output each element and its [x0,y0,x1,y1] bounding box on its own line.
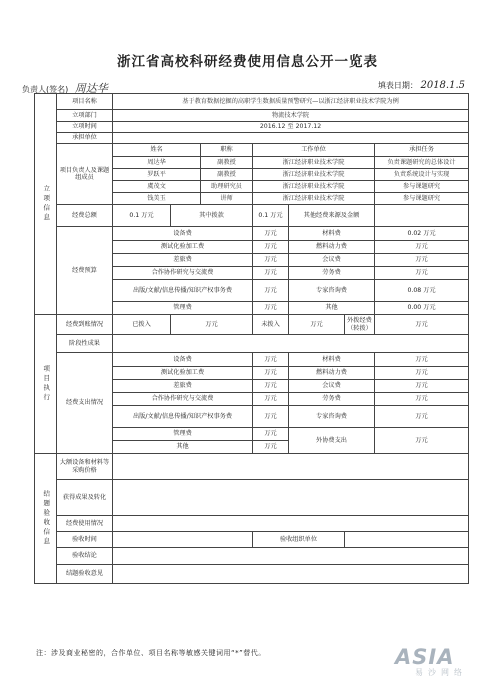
budget-item: 燃料动力费 [289,241,375,254]
spend-amount: 万元 [253,367,289,380]
spend-item: 设备费 [113,353,253,367]
member-org: 浙江经济职业技术学院 [253,157,375,169]
spend-amount: 万元 [375,428,469,454]
acceptance-date-value [113,532,253,548]
member-name: 罗跃平 [113,169,201,181]
budget-amount: 万元 [253,227,289,241]
member-name: 钱美玉 [113,193,201,205]
budget-item: 专家咨询费 [289,280,375,302]
budget-item: 合作协作研究与交流费 [113,267,253,280]
budget-item: 其他 [289,302,375,315]
arrival-label: 经费到账情况 [57,315,113,335]
member-org: 浙江经济职业技术学院 [253,181,375,193]
budget-amount: 0.08 万元 [375,280,469,302]
page-title: 浙江省高校科研经费使用信息公开一览表 [117,54,378,70]
budget-amount: 0.00 万元 [375,302,469,315]
audit-value [113,516,469,532]
member-title: 讲师 [201,193,253,205]
spend-amount: 万元 [375,380,469,393]
watermark-sub: 易沙网络 [415,668,467,677]
member-name: 周达华 [113,157,201,169]
member-task: 参与课题研究 [375,193,469,205]
period-value: 2016.12 至 2017.12 [113,122,469,133]
acceptance-opinion-label: 结题验收意见 [57,565,113,584]
dept-label: 立项部门 [57,110,113,122]
spend-amount: 万元 [253,380,289,393]
budget-item: 劳务费 [289,267,375,280]
fill-date [378,80,465,91]
acceptance-opinion-value [113,565,469,584]
unit-label: 承担单位 [57,133,113,144]
budget-amount: 万元 [253,302,289,315]
spend-amount: 万元 [375,406,469,428]
of-which-value: 0.1 万元 [253,205,289,227]
member-name: 虞茂文 [113,181,201,193]
disclosure-table [34,93,469,584]
spend-item: 劳务费 [289,393,375,406]
transfer-value: 万元 [375,315,469,335]
fill-date-label: 填表日期： [377,81,418,90]
member-task: 参与课题研究 [375,181,469,193]
spend-item: 差旅费 [113,380,253,393]
budget-amount: 万元 [375,267,469,280]
members-label: 项目负责人及课题组成员 [57,144,113,205]
budget-amount: 万元 [253,241,289,254]
section-project-info: 立项信息 [35,94,57,315]
budget-amount: 万元 [375,254,469,267]
member-org: 浙江经济职业技术学院 [253,193,375,205]
total-value: 0.1 万元 [113,205,171,227]
spend-item: 外协费支出 [289,428,375,454]
watermark-logo [395,645,485,695]
unit-value [113,133,469,144]
spend-item: 专家咨询费 [289,406,375,428]
results-value [113,480,469,516]
spend-amount: 万元 [253,393,289,406]
spend-item: 会议费 [289,380,375,393]
acceptance-result-value [113,548,469,565]
signature: 周达华 [74,82,108,95]
member-org: 浙江经济职业技术学院 [253,169,375,181]
spend-item: 合作协作研究与交流费 [113,393,253,406]
spend-item: 材料费 [289,353,375,367]
progress-label: 阶段性成果 [57,335,113,353]
member-title: 副教授 [201,157,253,169]
members-col-org: 工作单位 [253,144,375,157]
of-which-label: 其中拨款 [171,205,253,227]
self-funding-label: 其他经费来源及金额 [289,205,375,227]
spend-item: 其他 [113,441,253,454]
dept-value: 物流技术学院 [113,110,469,122]
spend-amount: 万元 [253,441,289,454]
spend-label: 经费支出情况 [57,353,113,454]
project-name-label: 项目名称 [57,94,113,110]
budget-item: 管理费 [113,302,253,315]
audit-label: 经费使用情况 [57,516,113,532]
budget-amount: 万元 [375,241,469,254]
budget-item: 测试化验加工费 [113,241,253,254]
budget-amount: 0.02 万元 [375,227,469,241]
member-task: 负责系统设计与实现 [375,169,469,181]
budget-item: 会议费 [289,254,375,267]
spend-item: 管理费 [113,428,253,441]
fill-date-value: 2018.1.5 [420,80,465,91]
allocated-label: 已拨入 [113,315,171,335]
allocated-value: 万元 [171,315,253,335]
spend-item: 测试化验加工费 [113,367,253,380]
member-title: 副教授 [201,169,253,181]
project-name-value: 基于教育数据挖掘的高职学生数据质量预警研究—以浙江经济职业技术学院为例 [113,94,469,110]
members-col-title: 职称 [201,144,253,157]
spend-amount: 万元 [375,393,469,406]
budget-amount: 万元 [253,267,289,280]
acceptance-date-label: 验收时间 [57,532,113,548]
spend-amount: 万元 [253,406,289,428]
acceptance-org-value [345,532,469,548]
responsible-person-label: 负责人(签名) [22,85,69,94]
members-col-task: 承担任务 [375,144,469,157]
section-execution: 项目执行 [35,315,57,454]
spend-amount: 万元 [253,428,289,441]
budget-item: 出版/文献/信息传播/知识产权事务费 [113,280,253,302]
spend-amount: 万元 [375,367,469,380]
member-title: 助理研究员 [201,181,253,193]
acceptance-result-label: 验收结论 [57,548,113,565]
self-funding-value [375,205,469,227]
not-allocated-label: 未拨入 [253,315,289,335]
spend-amount: 万元 [253,353,289,367]
spend-amount: 万元 [375,353,469,367]
period-label: 立项时间 [57,122,113,133]
assets-label: 大额设备和材料等采购价格 [57,454,113,480]
budget-item: 材料费 [289,227,375,241]
members-col-name: 姓名 [113,144,201,157]
budget-label: 经费预算 [57,227,113,315]
results-label: 获得成果及转化 [57,480,113,516]
budget-amount: 万元 [253,254,289,267]
budget-amount: 万元 [253,280,289,302]
member-task: 负责课题研究的总体设计 [375,157,469,169]
acceptance-org-label: 验收组织单位 [253,532,345,548]
watermark-word: ASIA [395,645,455,669]
progress-value [113,335,469,353]
footnote: 注：涉及商业秘密的，合作单位、项目名称等敏感关键词用“*”替代。 [36,649,266,657]
section-acceptance: 结题验收信息 [35,454,57,584]
budget-item: 差旅费 [113,254,253,267]
spend-item: 燃料动力费 [289,367,375,380]
budget-item: 设备费 [113,227,253,241]
total-label: 经费总额 [57,205,113,227]
spend-item: 出版/文献/信息传播/知识产权事务费 [113,406,253,428]
not-allocated-value: 万元 [289,315,345,335]
assets-value [113,454,469,480]
transfer-label: 外拨经费（转拨） [345,315,375,335]
